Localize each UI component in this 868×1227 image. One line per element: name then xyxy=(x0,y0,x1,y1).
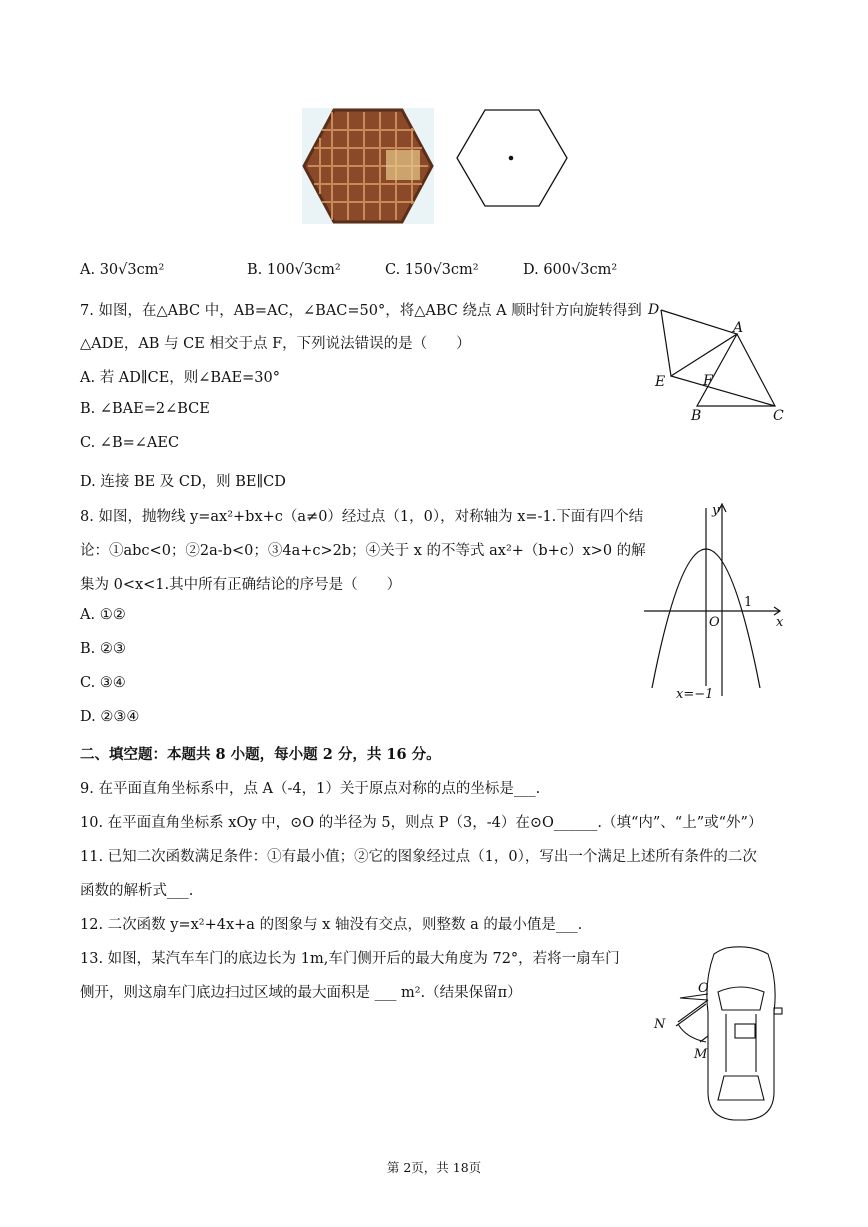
q7-option-b: B. ∠BAE=2∠BCE xyxy=(80,401,210,417)
page-footer: 第 2页，共 18页 xyxy=(386,1160,482,1175)
q9: 9. 在平面直角坐标系中，点 A（-4，1）关于原点对称的点的坐标是___. xyxy=(80,781,541,797)
hexagon-figure xyxy=(455,108,569,212)
q7-option-c: C. ∠B=∠AEC xyxy=(80,435,180,451)
label-y-axis: y xyxy=(712,503,720,518)
q7-option-a: A. 若 AD∥CE，则∠BAE=30° xyxy=(80,370,280,386)
q8-stem-line1: 8. 如图，抛物线 y=ax²+bx+c（a≠0）经过点（1，0），对称轴为 x=-1.下面有四个结 xyxy=(80,509,644,525)
q8-option-c: C. ③④ xyxy=(80,675,126,691)
q8-option-b: B. ②③ xyxy=(80,641,126,657)
label-o: O xyxy=(698,981,709,996)
q6-option-c: C. 150√3cm² xyxy=(385,262,479,278)
q8-option-a: A. ①② xyxy=(80,607,126,623)
q11-line2: 函数的解析式___. xyxy=(80,883,194,899)
label-f: F xyxy=(703,373,713,389)
label-d: D xyxy=(648,302,660,318)
car-door-figure xyxy=(650,942,790,1128)
q10: 10. 在平面直角坐标系 xOy 中，⊙O 的半径为 5，则点 P（3，-4）在⊙O______.（填“内”、“上”或“外”） xyxy=(80,815,763,831)
q7-stem-line1: 7. 如图，在△ABC 中，AB=AC，∠BAC=50°，将△ABC 绕点 A 顺时针方向旋转得到 xyxy=(80,303,642,319)
q8-stem-line2: 论：①abc<0；②2a-b<0；③4a+c>2b；④关于 x 的不等式 ax²+（b+c）x>0 的解 xyxy=(80,543,646,559)
q13-line1: 13. 如图，某汽车车门的底边长为 1m,车门侧开后的最大角度为 72°，若将一扇车门 xyxy=(80,951,620,967)
label-symmetry-axis: x=−1 xyxy=(676,687,714,702)
label-b: B xyxy=(691,408,702,424)
q7-option-d: D. 连接 BE 及 CD，则 BE∥CD xyxy=(80,474,286,490)
label-e: E xyxy=(655,374,666,390)
q8-stem-line3: 集为 0<x<1.其中所有正确结论的序号是（ ） xyxy=(80,577,402,593)
q13-line2: 侧开，则这扇车门底边扫过区域的最大面积是 ___ m².（结果保留π） xyxy=(80,985,522,1001)
q8-option-d: D. ②③④ xyxy=(80,709,140,725)
q6-option-d: D. 600√3cm² xyxy=(523,262,618,278)
section-heading: 二、填空题：本题共 8 小题，每小题 2 分，共 16 分。 xyxy=(80,746,441,763)
q12: 12. 二次函数 y=x²+4x+a 的图象与 x 轴没有交点，则整数 a 的最小值是___. xyxy=(80,917,583,933)
label-one: 1 xyxy=(744,595,753,610)
triangle-rotation-figure xyxy=(645,298,793,428)
q6-option-b: B. 100√3cm² xyxy=(247,262,341,278)
q7-stem-line2: △ADE，AB 与 CE 相交于点 F，下列说法错误的是（ ） xyxy=(80,336,471,352)
label-origin: O xyxy=(709,615,720,630)
parabola-figure xyxy=(640,500,790,706)
label-n: N xyxy=(654,1017,666,1032)
q6-option-a: A. 30√3cm² xyxy=(80,262,165,278)
wooden-window-photo xyxy=(302,108,434,224)
label-c: C xyxy=(773,408,784,424)
label-a: A xyxy=(733,320,744,336)
label-x-axis: x xyxy=(776,615,784,630)
label-m: M xyxy=(694,1047,708,1062)
q11-line1: 11. 已知二次函数满足条件：①有最小值；②它的图象经过点（1，0），写出一个满足上述所有条件的二次 xyxy=(80,849,757,865)
